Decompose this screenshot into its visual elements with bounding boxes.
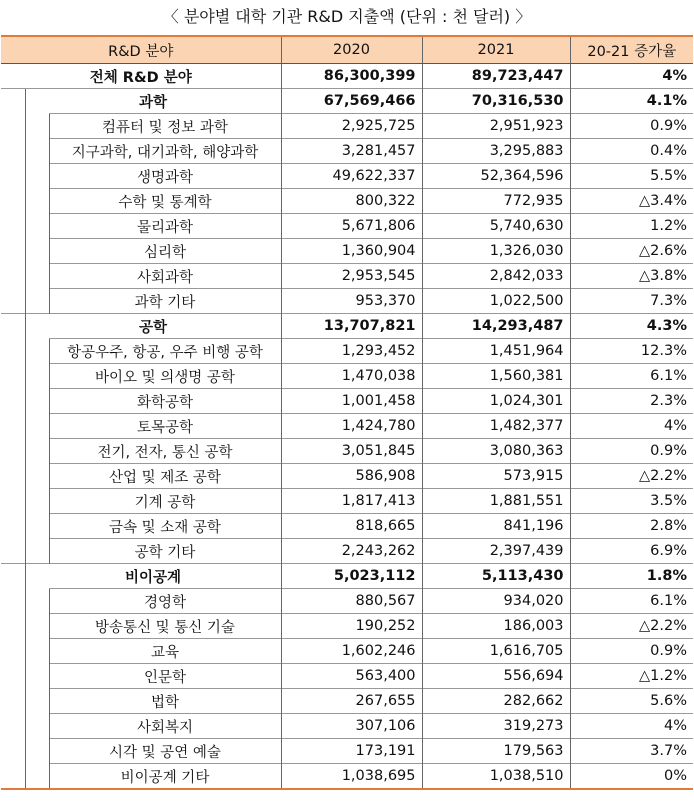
- item-rate: △3.8%: [570, 264, 693, 289]
- indent-spacer: [1, 139, 25, 164]
- item-label: 화학공학: [49, 389, 281, 414]
- indent-spacer: [25, 139, 49, 164]
- item-v2020: 818,665: [281, 514, 422, 539]
- header-row: [1, 36, 693, 64]
- item-v2021: 573,915: [422, 464, 570, 489]
- indent-spacer: [1, 664, 25, 689]
- indent-spacer: [1, 589, 25, 614]
- indent-spacer: [1, 414, 25, 439]
- indent-spacer: [1, 714, 25, 739]
- item-rate: 0%: [570, 764, 693, 790]
- item-rate: 4%: [570, 714, 693, 739]
- item-v2020: 173,191: [281, 739, 422, 764]
- indent-spacer: [1, 364, 25, 389]
- item-v2021: 319,273: [422, 714, 570, 739]
- indent-spacer: [25, 189, 49, 214]
- item-v2020: 307,106: [281, 714, 422, 739]
- item-v2021: 1,451,964: [422, 339, 570, 364]
- indent-spacer: [1, 289, 25, 314]
- indent-spacer: [1, 464, 25, 489]
- item-label: 심리학: [49, 239, 281, 264]
- item-v2020: 2,243,262: [281, 539, 422, 564]
- item-v2021: 556,694: [422, 664, 570, 689]
- item-v2021: 2,397,439: [422, 539, 570, 564]
- indent-spacer: [25, 264, 49, 289]
- item-v2021: 3,080,363: [422, 439, 570, 464]
- item-label: 산업 및 제조 공학: [49, 464, 281, 489]
- group-row: [1, 89, 693, 114]
- header-growth-rate: 20-21 증가율: [570, 36, 693, 64]
- indent-spacer: [25, 614, 49, 639]
- item-row: [1, 464, 693, 489]
- item-row: [1, 239, 693, 264]
- item-rate: 3.5%: [570, 489, 693, 514]
- item-row: [1, 614, 693, 639]
- group-label: 비이공계: [25, 564, 281, 589]
- group-row: [1, 314, 693, 339]
- indent-spacer: [25, 739, 49, 764]
- indent-spacer: [1, 439, 25, 464]
- group-label: 과학: [25, 89, 281, 114]
- item-v2020: 1,424,780: [281, 414, 422, 439]
- indent-spacer: [25, 164, 49, 189]
- indent-spacer: [1, 489, 25, 514]
- group-v2020: 13,707,821: [281, 314, 422, 339]
- item-rate: 7.3%: [570, 289, 693, 314]
- item-row: [1, 114, 693, 139]
- item-v2021: 1,881,551: [422, 489, 570, 514]
- total-row: [1, 64, 693, 89]
- item-rate: △3.4%: [570, 189, 693, 214]
- indent-spacer: [1, 764, 25, 790]
- item-label: 사회과학: [49, 264, 281, 289]
- item-rate: 2.3%: [570, 389, 693, 414]
- item-label: 바이오 및 의생명 공학: [49, 364, 281, 389]
- item-label: 전기, 전자, 통신 공학: [49, 439, 281, 464]
- item-rate: 0.4%: [570, 139, 693, 164]
- indent-spacer: [25, 289, 49, 314]
- item-row: [1, 664, 693, 689]
- indent-spacer: [25, 414, 49, 439]
- indent-spacer: [25, 389, 49, 414]
- item-row: [1, 389, 693, 414]
- group-rate: 1.8%: [570, 564, 693, 589]
- item-v2021: 186,003: [422, 614, 570, 639]
- item-label: 생명과학: [49, 164, 281, 189]
- header-2021: 2021: [422, 36, 570, 64]
- indent-spacer: [25, 439, 49, 464]
- indent-spacer: [1, 689, 25, 714]
- item-v2020: 880,567: [281, 589, 422, 614]
- indent-spacer: [1, 89, 25, 114]
- indent-spacer: [25, 764, 49, 790]
- item-label: 물리과학: [49, 214, 281, 239]
- indent-spacer: [25, 689, 49, 714]
- item-row: [1, 639, 693, 664]
- indent-spacer: [25, 589, 49, 614]
- item-row: [1, 514, 693, 539]
- table-caption: 〈 분야별 대학 기관 R&D 지출액 (단위 : 천 달러) 〉: [162, 7, 532, 26]
- item-rate: 3.7%: [570, 739, 693, 764]
- item-v2021: 1,482,377: [422, 414, 570, 439]
- item-v2021: 2,842,033: [422, 264, 570, 289]
- item-v2021: 1,022,500: [422, 289, 570, 314]
- indent-spacer: [1, 339, 25, 364]
- item-rate: 12.3%: [570, 339, 693, 364]
- item-v2020: 800,322: [281, 189, 422, 214]
- item-v2020: 190,252: [281, 614, 422, 639]
- item-v2020: 1,293,452: [281, 339, 422, 364]
- indent-spacer: [1, 614, 25, 639]
- item-label: 사회복지: [49, 714, 281, 739]
- item-v2021: 179,563: [422, 739, 570, 764]
- item-label: 교육: [49, 639, 281, 664]
- item-v2021: 2,951,923: [422, 114, 570, 139]
- item-v2021: 3,295,883: [422, 139, 570, 164]
- indent-spacer: [1, 264, 25, 289]
- item-label: 과학 기타: [49, 289, 281, 314]
- item-label: 방송통신 및 통신 기술: [49, 614, 281, 639]
- item-v2020: 267,655: [281, 689, 422, 714]
- item-rate: 6.1%: [570, 364, 693, 389]
- item-rate: △1.2%: [570, 664, 693, 689]
- item-label: 수학 및 통계학: [49, 189, 281, 214]
- item-row: [1, 339, 693, 364]
- item-v2020: 1,470,038: [281, 364, 422, 389]
- item-row: [1, 289, 693, 314]
- indent-spacer: [25, 239, 49, 264]
- item-row: [1, 589, 693, 614]
- indent-spacer: [1, 639, 25, 664]
- item-label: 시각 및 공연 예술: [49, 739, 281, 764]
- item-rate: 2.8%: [570, 514, 693, 539]
- item-label: 비이공계 기타: [49, 764, 281, 790]
- item-row: [1, 164, 693, 189]
- item-rate: 6.1%: [570, 589, 693, 614]
- item-v2020: 1,602,246: [281, 639, 422, 664]
- group-v2021: 5,113,430: [422, 564, 570, 589]
- item-v2021: 1,038,510: [422, 764, 570, 790]
- item-label: 항공우주, 항공, 우주 비행 공학: [49, 339, 281, 364]
- group-rate: 4.1%: [570, 89, 693, 114]
- item-row: [1, 214, 693, 239]
- indent-spacer: [1, 239, 25, 264]
- item-rate: 0.9%: [570, 114, 693, 139]
- item-rate: 5.6%: [570, 689, 693, 714]
- table-body: [1, 64, 693, 790]
- item-row: [1, 489, 693, 514]
- item-label: 경영학: [49, 589, 281, 614]
- item-row: [1, 264, 693, 289]
- item-row: [1, 539, 693, 564]
- header-2020: 2020: [281, 36, 422, 64]
- item-v2020: 3,281,457: [281, 139, 422, 164]
- item-v2020: 49,622,337: [281, 164, 422, 189]
- item-row: [1, 439, 693, 464]
- indent-spacer: [25, 489, 49, 514]
- indent-spacer: [1, 189, 25, 214]
- item-v2021: 1,326,030: [422, 239, 570, 264]
- group-v2020: 67,569,466: [281, 89, 422, 114]
- item-v2021: 5,740,630: [422, 214, 570, 239]
- total-label: 전체 R&D 분야: [1, 64, 281, 89]
- item-row: [1, 414, 693, 439]
- item-v2021: 52,364,596: [422, 164, 570, 189]
- indent-spacer: [25, 514, 49, 539]
- group-label: 공학: [25, 314, 281, 339]
- group-row: [1, 564, 693, 589]
- item-v2020: 953,370: [281, 289, 422, 314]
- item-rate: 0.9%: [570, 439, 693, 464]
- item-v2021: 841,196: [422, 514, 570, 539]
- item-row: [1, 714, 693, 739]
- rd-expenditure-table: [1, 35, 693, 790]
- total-2020: 86,300,399: [281, 64, 422, 89]
- indent-spacer: [25, 214, 49, 239]
- item-row: [1, 739, 693, 764]
- item-rate: △2.2%: [570, 464, 693, 489]
- indent-spacer: [25, 639, 49, 664]
- item-rate: △2.2%: [570, 614, 693, 639]
- indent-spacer: [25, 714, 49, 739]
- indent-spacer: [25, 364, 49, 389]
- item-v2020: 2,953,545: [281, 264, 422, 289]
- item-rate: 4%: [570, 414, 693, 439]
- indent-spacer: [1, 389, 25, 414]
- group-v2020: 5,023,112: [281, 564, 422, 589]
- item-v2020: 1,038,695: [281, 764, 422, 790]
- item-rate: 1.2%: [570, 214, 693, 239]
- item-label: 지구과학, 대기과학, 해양과학: [49, 139, 281, 164]
- item-v2021: 282,662: [422, 689, 570, 714]
- item-row: [1, 139, 693, 164]
- item-label: 인문학: [49, 664, 281, 689]
- indent-spacer: [25, 464, 49, 489]
- indent-spacer: [1, 514, 25, 539]
- item-v2020: 2,925,725: [281, 114, 422, 139]
- item-v2020: 1,001,458: [281, 389, 422, 414]
- item-v2020: 586,908: [281, 464, 422, 489]
- indent-spacer: [25, 664, 49, 689]
- item-rate: 6.9%: [570, 539, 693, 564]
- indent-spacer: [1, 739, 25, 764]
- item-label: 컴퓨터 및 정보 과학: [49, 114, 281, 139]
- item-label: 법학: [49, 689, 281, 714]
- indent-spacer: [1, 164, 25, 189]
- item-row: [1, 764, 693, 790]
- total-2021: 89,723,447: [422, 64, 570, 89]
- group-v2021: 70,316,530: [422, 89, 570, 114]
- item-v2021: 1,024,301: [422, 389, 570, 414]
- item-v2020: 3,051,845: [281, 439, 422, 464]
- item-rate: 5.5%: [570, 164, 693, 189]
- item-v2020: 5,671,806: [281, 214, 422, 239]
- item-row: [1, 189, 693, 214]
- item-v2021: 1,560,381: [422, 364, 570, 389]
- group-v2021: 14,293,487: [422, 314, 570, 339]
- item-label: 금속 및 소재 공학: [49, 514, 281, 539]
- indent-spacer: [1, 539, 25, 564]
- indent-spacer: [25, 539, 49, 564]
- indent-spacer: [25, 339, 49, 364]
- item-row: [1, 689, 693, 714]
- indent-spacer: [25, 114, 49, 139]
- item-label: 토목공학: [49, 414, 281, 439]
- item-row: [1, 364, 693, 389]
- item-v2021: 934,020: [422, 589, 570, 614]
- item-v2020: 1,360,904: [281, 239, 422, 264]
- item-v2021: 1,616,705: [422, 639, 570, 664]
- item-v2021: 772,935: [422, 189, 570, 214]
- indent-spacer: [1, 114, 25, 139]
- total-rate: 4%: [570, 64, 693, 89]
- indent-spacer: [1, 314, 25, 339]
- item-rate: 0.9%: [570, 639, 693, 664]
- item-rate: △2.6%: [570, 239, 693, 264]
- item-v2020: 1,817,413: [281, 489, 422, 514]
- header-field: R&D 분야: [1, 36, 281, 64]
- item-v2020: 563,400: [281, 664, 422, 689]
- indent-spacer: [1, 214, 25, 239]
- indent-spacer: [1, 564, 25, 589]
- group-rate: 4.3%: [570, 314, 693, 339]
- item-label: 공학 기타: [49, 539, 281, 564]
- item-label: 기계 공학: [49, 489, 281, 514]
